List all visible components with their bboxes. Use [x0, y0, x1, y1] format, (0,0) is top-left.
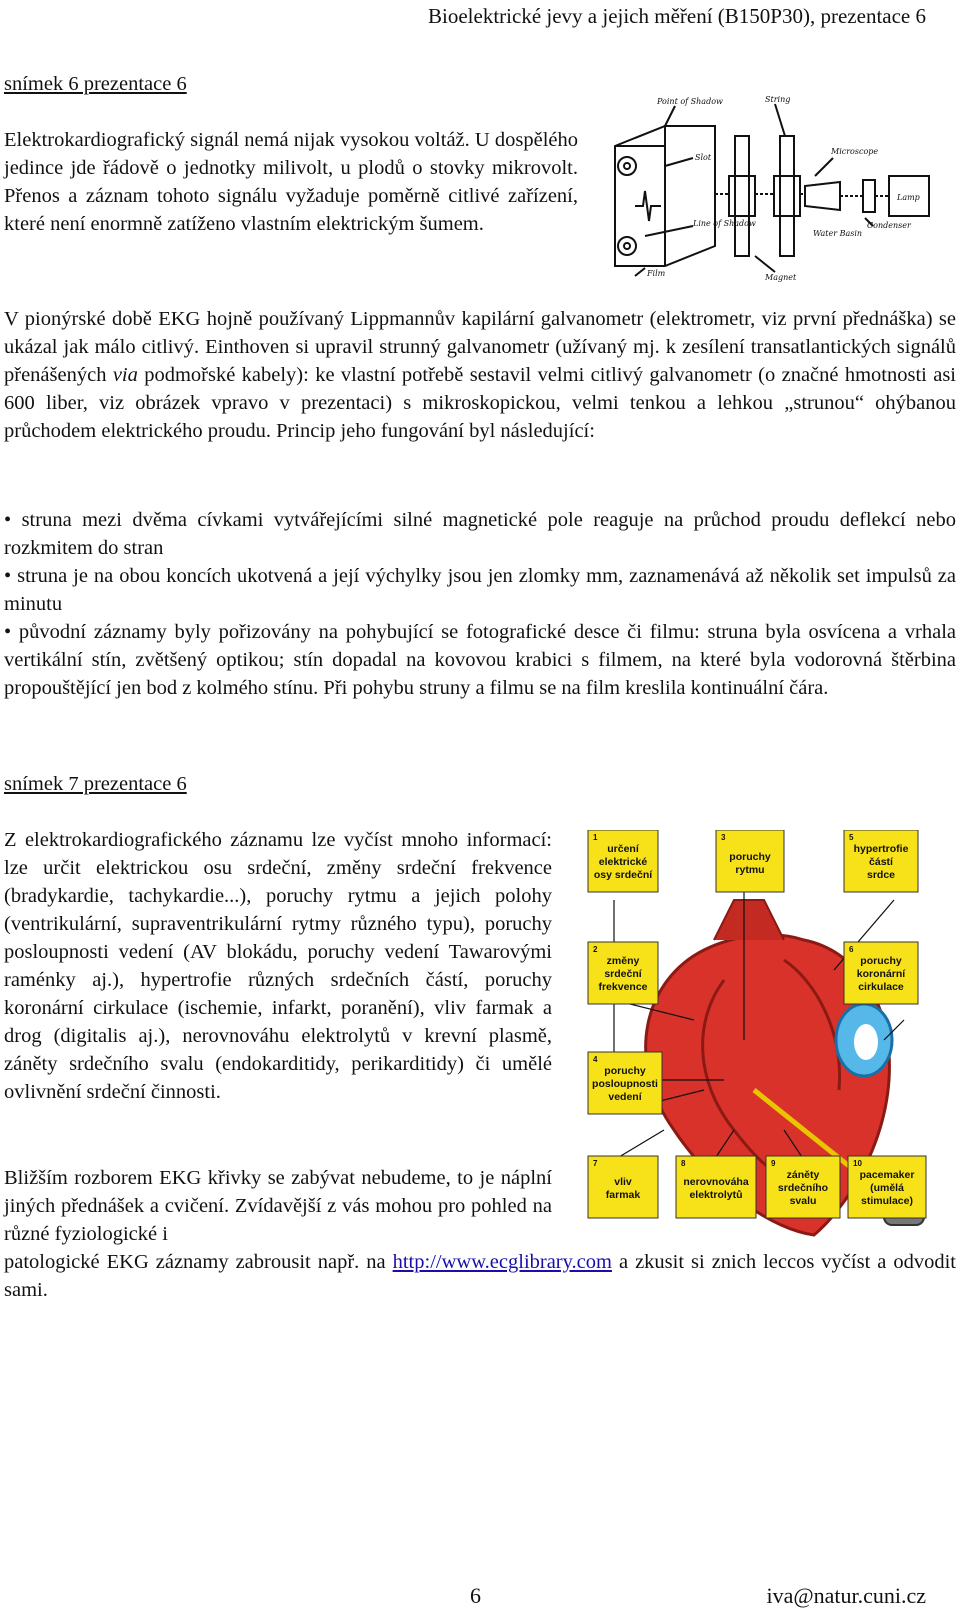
box-6-line: poruchy: [860, 955, 902, 967]
box-5-number: 5: [849, 833, 854, 842]
box-2-number: 2: [593, 945, 598, 954]
closing-paragraph-end: patologické EKG záznamy zabrousit např. na http://www.ecglibrary.com a zkusit si znich leccos vyčíst a odvodit sami.: [4, 1251, 956, 1301]
label-string: String: [765, 96, 791, 104]
box-8-line: elektrolytů: [689, 1189, 743, 1201]
label-condenser: Condenser: [867, 221, 911, 230]
slide-6-label: snímek 6 prezentace 6: [4, 73, 187, 95]
box-1-line: osy srdeční: [593, 869, 653, 881]
box-7-number: 7: [593, 1159, 598, 1168]
slide-6-einthoven: [4, 305, 956, 445]
principle-bullets: [4, 506, 956, 702]
box-3-line: rytmu: [735, 864, 765, 876]
slide-6-intro: [4, 126, 578, 238]
label-film: Film: [647, 269, 666, 278]
label-line-of-shadow: Line of Shadow: [693, 219, 756, 228]
label-lamp: Lamp: [897, 193, 920, 202]
string-galvanometer-figure: [605, 96, 939, 284]
box-1-line: určení: [607, 843, 639, 855]
box-4-number: 4: [593, 1055, 598, 1064]
box-7-line: vliv: [614, 1176, 632, 1188]
box-2-line: změny: [606, 955, 640, 967]
label-microscope: Microscope: [831, 147, 879, 156]
bullet-item: • struna je na obou koncích ukotvená a její výchylky jsou jen zlomky mm, zaznamenává až několik set impulsů za minutu: [4, 565, 956, 615]
box-5-line: srdce: [866, 869, 896, 881]
bullet-item: • struna mezi dvěma cívkami vytvářejícími silné magnetické pole reaguje na průchod proudu deflekcí nebo rozkmitem do stran: [4, 509, 956, 559]
einthoven-paragraph: V pionýrské době EKG hojně používaný Lippmannův kapilární galvanometr (elektrometr, viz první přednáška) se ukázal jak málo citlivý. Einthoven si upravil strunný galvanometr (užívaný mj. k zesílení transatlantických signálů přenášených via podmořské kabely): ke vlastní potřebě sestavil velmi citlivý galvanometr (o značné hmotnosti asi 600 liber, viz obrázek vpravo v prezentaci) s mikroskopickou, velmi tenkou a lehkou „strunou“ ohýbanou průchodem elektrického proudu. Princip jeho fungování byl následující:: [4, 308, 956, 442]
slide-7-closing-a: [4, 1164, 552, 1248]
box-8-number: 8: [681, 1159, 686, 1168]
box-6-line: cirkulace: [858, 981, 904, 993]
box-10-line: pacemaker: [859, 1169, 915, 1181]
label-water-basin: Water Basin: [813, 229, 863, 238]
label-magnet: Magnet: [765, 273, 797, 282]
page-number: 6: [470, 1583, 481, 1608]
box-3-number: 3: [721, 833, 726, 842]
ecg-info-paragraph: Z elektrokardiografického záznamu lze vyčíst mnoho informací: lze určit elektrickou osu srdeční, změny srdeční frekvence (bradykardie, tachykardie...), poruchy rytmu a jejich polohy (ventrikulární, supraventrikulární rytmy různého typu), poruchy posloupnosti vedení (AV blokádu, poruchy vedení Tawarovými raménky aj.), hypertrofie různých srdečních částí, poruchy koronární cirkulace (ischemie, infarkt, poranění), vliv farmak a drog (digitalis aj.), nerovnováhu elektrolytů v krevní plasmě, záněty srdečního svalu (endokarditidy, perikarditidy) či umělé ovlivnění srdeční činnosti.: [4, 829, 552, 1103]
box-1-number: 1: [593, 833, 598, 842]
ecg-heart-figure: [584, 830, 952, 1252]
page-header: Bioelektrické jevy a jejich měření (B150P30), prezentace 6: [428, 4, 926, 28]
box-2-line: frekvence: [598, 981, 648, 993]
box-10-number: 10: [853, 1159, 862, 1168]
slide-7-closing-b: [4, 1248, 956, 1304]
box-5-line: částí: [869, 856, 893, 868]
box-4-line: poruchy: [604, 1065, 646, 1077]
label-slot: Slot: [695, 153, 712, 162]
box-9-line: srdečního: [777, 1182, 829, 1194]
box-3-line: poruchy: [729, 851, 771, 863]
slide-7-paragraph: [4, 826, 552, 1106]
box-6-line: koronární: [856, 968, 906, 980]
bullet-item: • původní záznamy byly pořizovány na pohybující se fotografické desce či filmu: struna byla osvícena a vrhala vertikální stín, zvětšený optikou; stín dopadal na kovovou krabici s filmem, na které byla vodorovná štěrbina propouštějící jen bod z kolmého stínu. Při pohybu struny a filmu se na film kreslila kontinuální čára.: [4, 621, 956, 699]
box-7-line: farmak: [605, 1189, 641, 1201]
closing-paragraph-start: Bližším rozborem EKG křivky se zabývat nebudeme, to je náplní jiných přednášek a cvičení. Zvídavější z vás mohou pro pohled na různé fyziologické i: [4, 1167, 552, 1245]
box-9-number: 9: [771, 1159, 776, 1168]
box-9-line: záněty: [786, 1169, 820, 1181]
box-6-number: 6: [849, 945, 854, 954]
box-10-line: (umělá: [870, 1182, 904, 1194]
box-5-line: hypertrofie: [853, 843, 909, 855]
box-10-line: stimulace): [861, 1195, 913, 1207]
box-8-line: nerovnováha: [683, 1176, 749, 1188]
box-4-line: vedení: [608, 1091, 642, 1103]
footer-email: iva@natur.cuni.cz: [766, 1583, 926, 1608]
label-point-of-shadow: Point of Shadow: [657, 97, 723, 106]
box-9-line: svalu: [789, 1195, 817, 1207]
slide-7-label: snímek 7 prezentace 6: [4, 773, 187, 795]
box-2-line: srdeční: [604, 968, 642, 980]
ecglibrary-link[interactable]: http://www.ecglibrary.com: [392, 1251, 612, 1273]
box-1-line: elektrické: [598, 856, 648, 868]
intro-paragraph: Elektrokardiografický signál nemá nijak vysokou voltáž. U dospělého jedince jde řádově o jednotky milivolt, u plodů o stovky mikrovolt. Přenos a záznam tohoto signálu vyžaduje poměrně citlivé zařízení, které není enormně zatíženo vlastním elektrickým šumem.: [4, 129, 578, 235]
box-4-line: posloupnosti: [592, 1078, 658, 1090]
